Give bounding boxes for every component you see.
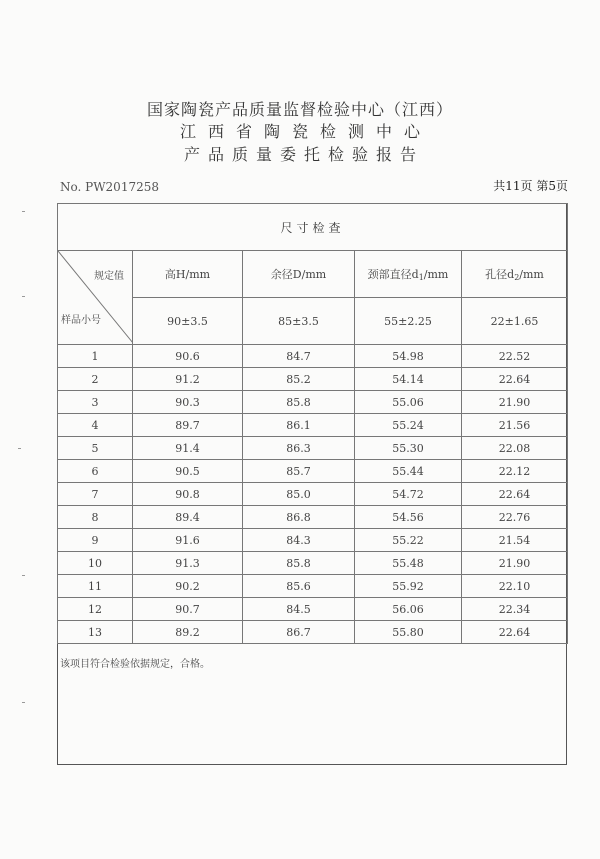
margin-mark (22, 702, 25, 703)
table-row (58, 368, 568, 391)
measurement-value: 89.4 (133, 506, 243, 529)
measurement-value: 54.56 (355, 506, 462, 529)
measurement-value: 84.5 (243, 598, 355, 621)
measurement-value: 54.72 (355, 483, 462, 506)
measurement-value: 91.3 (133, 552, 243, 575)
measurement-value: 22.76 (462, 506, 568, 529)
measurement-value: 90.6 (133, 345, 243, 368)
measurement-value: 55.92 (355, 575, 462, 598)
measurement-value: 22.64 (462, 621, 568, 644)
measurement-value: 55.06 (355, 391, 462, 414)
sample-number: 7 (58, 483, 133, 506)
report-header-institute: 国家陶瓷产品质量监督检验中心（江西） (146, 100, 453, 119)
conclusion-text: 该项目符合检验依据规定，合格。 (60, 659, 210, 670)
measurement-value: 55.30 (355, 437, 462, 460)
table-row (58, 552, 568, 575)
measurement-value: 22.64 (462, 368, 568, 391)
table-row (58, 483, 568, 506)
sample-number: 3 (58, 391, 133, 414)
measurement-value: 86.3 (243, 437, 355, 460)
sample-number: 10 (58, 552, 133, 575)
corner-label-sample: 样品小号 (61, 315, 101, 326)
table-row (58, 598, 568, 621)
sample-number: 5 (58, 437, 133, 460)
column-header-neck-diameter: 颈部直径$d_1/mm$ (355, 251, 462, 298)
sample-number: 12 (58, 598, 133, 621)
measurement-value: 55.24 (355, 414, 462, 437)
measurement-value: 85.2 (243, 368, 355, 391)
diagonal-line (58, 251, 133, 343)
measurement-value: 86.8 (243, 506, 355, 529)
measurement-value: 91.4 (133, 437, 243, 460)
measurement-value: 90.8 (133, 483, 243, 506)
margin-mark (18, 448, 21, 449)
column-header-diameter: 余径D/mm (243, 251, 355, 298)
measurement-value: 21.90 (462, 552, 568, 575)
measurement-value: 22.52 (462, 345, 568, 368)
measurement-value: 22.64 (462, 483, 568, 506)
sample-number: 11 (58, 575, 133, 598)
page-info: 共11页 第5页 (493, 179, 568, 193)
column-header-hole-diameter: 孔径$d_2/mm$ (462, 251, 568, 298)
measurement-value: 55.44 (355, 460, 462, 483)
sample-number: 2 (58, 368, 133, 391)
measurement-value: 21.54 (462, 529, 568, 552)
spec-value: 55±2.25 (355, 298, 462, 345)
measurement-value: 86.7 (243, 621, 355, 644)
margin-mark (22, 211, 25, 212)
measurement-value: 85.8 (243, 552, 355, 575)
sample-number: 9 (58, 529, 133, 552)
measurement-value: 90.2 (133, 575, 243, 598)
measurement-value: 90.5 (133, 460, 243, 483)
measurement-value: 55.80 (355, 621, 462, 644)
measurement-value: 54.98 (355, 345, 462, 368)
measurement-value: 21.90 (462, 391, 568, 414)
corner-label-spec: 规定值 (94, 271, 124, 282)
column-header-height: 高H/mm (133, 251, 243, 298)
measurement-value: 85.7 (243, 460, 355, 483)
measurement-value: 22.08 (462, 437, 568, 460)
table-row (58, 460, 568, 483)
measurement-value: 85.6 (243, 575, 355, 598)
spec-value: 22±1.65 (462, 298, 568, 345)
measurement-value: 55.48 (355, 552, 462, 575)
measurement-value: 22.34 (462, 598, 568, 621)
inspection-sheet (57, 203, 567, 765)
measurement-value: 54.14 (355, 368, 462, 391)
table-row (58, 414, 568, 437)
spec-value: 85±3.5 (243, 298, 355, 345)
sample-number: 8 (58, 506, 133, 529)
dimension-table (57, 203, 568, 644)
measurement-value: 84.3 (243, 529, 355, 552)
table-row (58, 391, 568, 414)
measurement-value: 21.56 (462, 414, 568, 437)
report-title: 产品质量委托检验报告 (183, 145, 424, 164)
measurement-value: 85.8 (243, 391, 355, 414)
measurement-value: 89.7 (133, 414, 243, 437)
measurement-value: 91.6 (133, 529, 243, 552)
table-row (58, 529, 568, 552)
measurement-value: 91.2 (133, 368, 243, 391)
report-header-center: 江西省陶瓷检测中心 (179, 122, 432, 141)
table-row (58, 621, 568, 644)
measurement-value: 84.7 (243, 345, 355, 368)
sample-number: 6 (58, 460, 133, 483)
table-row (58, 506, 568, 529)
measurement-value: 22.12 (462, 460, 568, 483)
table-title: 尺寸检查 (58, 204, 568, 251)
measurement-value: 89.2 (133, 621, 243, 644)
sample-number: 1 (58, 345, 133, 368)
measurement-value: 86.1 (243, 414, 355, 437)
measurement-value: 56.06 (355, 598, 462, 621)
measurement-value: 90.7 (133, 598, 243, 621)
report-number: No. PW2017258 (60, 180, 159, 194)
table-row (58, 575, 568, 598)
sample-number: 13 (58, 621, 133, 644)
table-row (58, 345, 568, 368)
measurement-value: 85.0 (243, 483, 355, 506)
measurement-value: 55.22 (355, 529, 462, 552)
sample-number: 4 (58, 414, 133, 437)
margin-mark (22, 575, 25, 576)
spec-value: 90±3.5 (133, 298, 243, 345)
measurement-value: 90.3 (133, 391, 243, 414)
measurement-value: 22.10 (462, 575, 568, 598)
margin-mark (22, 296, 25, 297)
corner-header (58, 251, 133, 345)
table-row (58, 437, 568, 460)
